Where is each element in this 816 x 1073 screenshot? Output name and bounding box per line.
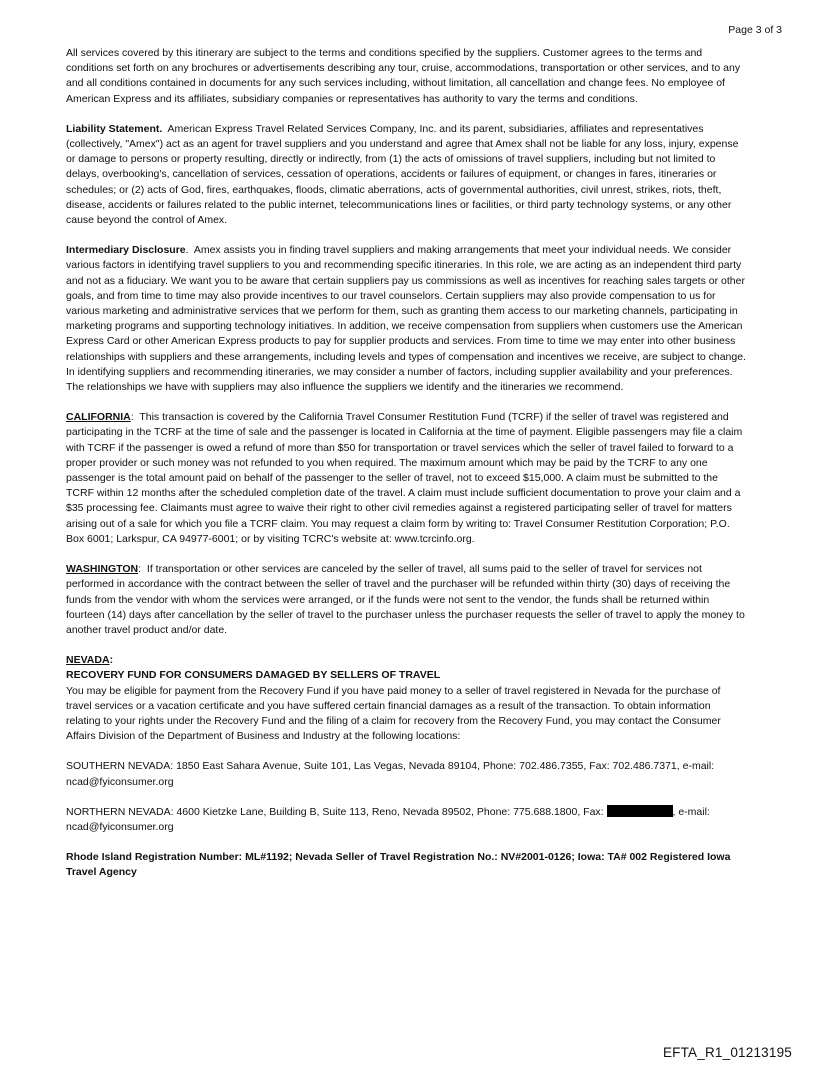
nevada-section: [66, 653, 746, 835]
nevada-heading: NEVADA: [66, 654, 110, 667]
liability-heading: Liability Statement: [66, 122, 160, 135]
liability-paragraph: Liability Statement. American Express Travel Related Services Company, Inc. and its parent, subsidiaries, affiliates and representatives (collectively, "Amex") act as an agent for travel suppliers and you understand and agree that Amex shall not be liable for any loss, injury, expense or damage to persons or property resulting, directly or indirectly, from (1) the acts of omissions of travel suppliers, including but not limited to delays, overbooking's, cancellation of services, cessation of operations, accidents or failures of equipment, or changes in fares, itineraries or schedules; or (2) acts of God, fires, earthquakes, floods, climatic aberrations, acts of governmental authorities, civil unrest, strikes, riots, theft, disease, accidents or failures related to the public internet, telecommunications lines or facilities, or third party technology systems, or any other cause beyond the control of Amex.: [66, 122, 739, 227]
intermediary-text: Amex assists you in finding travel suppliers and making arrangements that meet your individual needs. We consider various factors in identifying travel suppliers to you and recommending specific itineraries. In this role, we are acting as an independent third party and not as a fiduciary. We want you to be aware that certain suppliers pay us commissions as well as incentives for reaching sales targets or other goals, and from time to time may also provide incentives to our travel counselors. Certain suppliers may also provide compensation to us for various marketing and administrative services that we perform for them, such as granting them access to our marketing channels, participating in marketing programs and supporting technology initiatives. In addition, we receive compensation from suppliers when customers use the American Express Card or other American Express products to pay for supplier products and services. From time to time we may enter into other business relationships with suppliers and these arrangements, including levels and types of compensation and incentives we receive, are subject to change. In identifying suppliers and recommending itineraries, we may consider a number of factors, including supplier availability and your preferences. The relationships we have with suppliers may also influence the suppliers we identify and the itineraries we recommend.: [66, 244, 746, 394]
nevada-text: You may be eligible for payment from the Recovery Fund if you have paid money to a seller of travel registered in Nevada for the purchase of travel services or a vacation certificate and you have suffered certain financial damages as a result of the transaction. To obtain information relating to your rights under the Recovery Fund and the filing of a claim for recovery from the Recovery Fund, you may contact the Consumer Affairs Division of the Department of Business and Industry at the following locations:: [66, 684, 721, 743]
liability-text: American Express Travel Related Services Company, Inc. and its parent, subsidiaries, affiliates and representatives (collectively, "Amex") act as an agent for travel suppliers and you understand and agree that Amex shall not be liable for any loss, injury, expense or damage to persons or property resulting, directly or indirectly, from (1) the acts of omissions of travel suppliers, including but not limited to delays, overbooking's, cancellation of services, cessation of operations, accidents or failures of equipment, or changes in fares, itineraries or schedules; or (2) acts of God, fires, earthquakes, floods, climatic aberrations, acts of governmental authorities, civil unrest, strikes, riots, theft, disease, accidents or failures related to the public internet, telecommunications lines or facilities, or third party technology systems, or any other cause beyond the control of Amex.: [66, 122, 739, 227]
terms-paragraph: All services covered by this itinerary are subject to the terms and conditions specified by the suppliers. Customer agrees to the terms and conditions set forth on any brochures or advertisements describing any tour, cruise, accommodations, transportation or other services, and to any and all conditions contained in documents for any such services including, without limitation, all cancellation and change fees. No employee of American Express and its affiliates, subsidiary companies or representatives has authority to vary the terms and conditions.: [66, 47, 741, 105]
nevada-subheading: RECOVERY FUND FOR CONSUMERS DAMAGED BY SELLERS OF TRAVEL: [66, 669, 441, 682]
california-paragraph: CALIFORNIA: This transaction is covered by the California Travel Consumer Restitution Fund (TCRF) if the seller of travel was registered and participating in the TCRF at the time of sale and the passenger is located in California at the time of payment. Eligible passengers may file a claim with TCRF if the passenger is owed a refund of more than $50 for transportation or travel services which the seller of travel failed to forward to a proper provider or such money was not refunded to you when required. The maximum amount which may be paid by the TCRF to any one passenger is the total amount paid on behalf of the passenger to the seller of travel, not to exceed $15,000. A claim must be submitted to the TCRF within 12 months after the scheduled completion date of the travel. A claim must include sufficient documentation to prove your claim and a $35 processing fee. Claimants must agree to waive their right to other civil remedies against a registered participating seller of travel for matters arising out of a sale for which you file a TCRF claim. You may request a claim form by writing to: Travel Consumer Restitution Corporation; P.O. Box 6001; Larkspur, CA 94977-6001; or by visiting TCRC's website at: www.tcrcinfo.org.: [66, 411, 743, 545]
washington-text: If transportation or other services are canceled by the seller of travel, all sums paid to the seller of travel for services not performed in accordance with the contract between the seller of travel and the purchaser will be refunded within thirty (30) days of receiving the funds from the vendor with whom the services were arranged, or if the funds were not sent to the vendor, the funds shall be returned within fourteen (14) days after cancellation by the seller of travel to the purchaser unless the purchaser requests the seller of travel to apply the money to another travel product and/or date.: [66, 563, 745, 636]
washington-paragraph: WASHINGTON: If transportation or other services are canceled by the seller of travel, all sums paid to the seller of travel for services not performed in accordance with the contract between the seller of travel and the purchaser will be refunded within thirty (30) days of receiving the funds from the vendor with whom the services were arranged, or if the funds were not sent to the vendor, the funds shall be returned within fourteen (14) days after cancellation by the seller of travel to the purchaser unless the purchaser requests the seller of travel to apply the money to another travel product and/or date.: [66, 563, 745, 636]
northern-nevada-text: NORTHERN NEVADA: 4600 Kietzke Lane, Building B, Suite 113, Reno, Nevada 89502, Phone: 775.688.1800, Fax:: [66, 805, 604, 818]
intermediary-paragraph: Intermediary Disclosure. Amex assists you in finding travel suppliers and making arrangements that meet your individual needs. We consider various factors in identifying travel suppliers to you and recommending specific itineraries. In this role, we are acting as an independent third party and not as a fiduciary. We want you to be aware that certain suppliers pay us commissions as well as incentives for reaching sales targets or other goals, and from time to time may also provide incentives to our travel counselors. Certain suppliers may also provide compensation to us for various marketing and administrative services that we perform for them, such as granting them access to our marketing channels, participating in marketing programs and supporting technology initiatives. In addition, we receive compensation from suppliers when customers use the American Express Card or other American Express products to pay for supplier products and services. From time to time we may enter into other business relationships with suppliers and these arrangements, including levels and types of compensation and incentives we receive, are subject to change. In identifying suppliers and recommending itineraries, we may consider a number of factors, including supplier availability and your preferences. The relationships we have with suppliers may also influence the suppliers we identify and the itineraries we recommend.: [66, 244, 746, 394]
northern-nevada-email: , e-mail: ncad@fyiconsumer.org: [66, 805, 710, 833]
registration-numbers: Rhode Island Registration Number: ML#1192; Nevada Seller of Travel Registration No.: NV#2001-0126; Iowa: TA# 002 Registered Iowa Travel Agency: [66, 851, 731, 879]
document-id: EFTA_R1_01213195: [662, 1045, 792, 1060]
california-heading: CALIFORNIA: [66, 411, 131, 424]
intermediary-heading: Intermediary Disclosure: [66, 244, 186, 257]
redaction-block: [607, 805, 673, 817]
southern-nevada-contact: SOUTHERN NEVADA: 1850 East Sahara Avenue, Suite 101, Las Vegas, Nevada 89104, Phone: 702.486.7355, Fax: 702.486.7371, e-mail: ncad@fyiconsumer.org: [66, 760, 715, 788]
northern-nevada-contact: [66, 805, 746, 835]
nevada-heading-line: NEVADA:: [66, 654, 114, 667]
washington-heading: WASHINGTON: [66, 563, 139, 576]
page-number: Page 3 of 3: [728, 24, 782, 36]
document-body: [66, 46, 746, 896]
california-text: This transaction is covered by the California Travel Consumer Restitution Fund (TCRF) if the seller of travel was registered and participating in the TCRF at the time of sale and the passenger is located in California at the time of payment. Eligible passengers may file a claim with TCRF if the passenger is owed a refund of more than $50 for transportation or travel services which the seller of travel failed to forward to a proper provider or such money was not refunded to you when required. The maximum amount which may be paid by the TCRF to any one passenger is the total amount paid on behalf of the passenger to the seller of travel, not to exceed $15,000. A claim must be submitted to the TCRF within 12 months after the scheduled completion date of the travel. A claim must include sufficient documentation to prove your claim and a $35 processing fee. Claimants must agree to waive their right to other civil remedies against a registered participating seller of travel for matters arising out of a sale for which you file a TCRF claim. You may request a claim form by writing to: Travel Consumer Restitution Corporation; P.O. Box 6001; Larkspur, CA 94977-6001; or by visiting TCRC's website at: www.tcrcinfo.org.: [66, 411, 743, 545]
